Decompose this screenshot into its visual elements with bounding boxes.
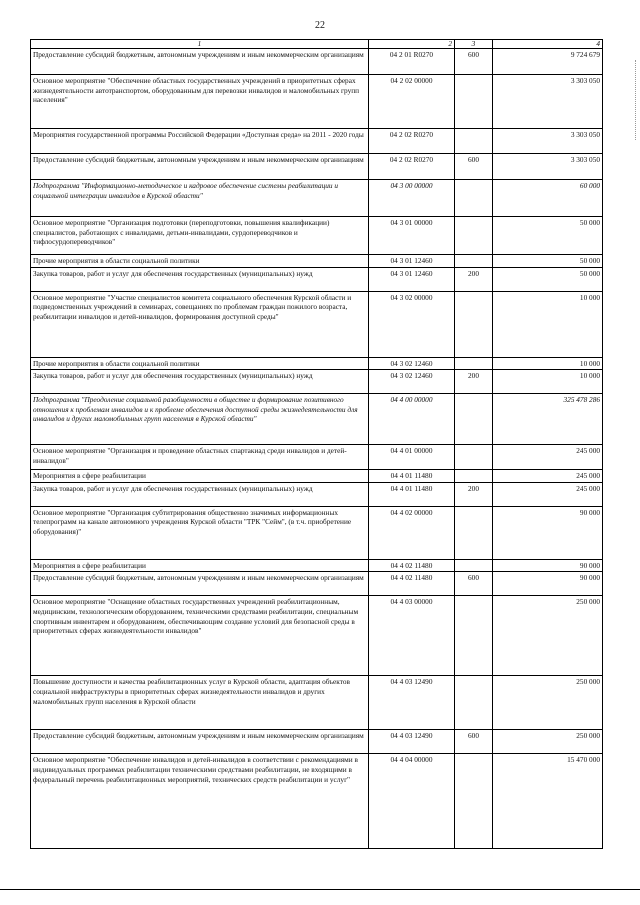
row-code-cell: 04 3 02 12460	[369, 370, 455, 394]
row-sum-cell: 10 000	[493, 291, 603, 357]
row-expense-type-cell	[455, 255, 493, 268]
row-code-cell: 04 4 03 12490	[369, 676, 455, 730]
table-body	[31, 49, 603, 849]
row-expense-type-cell	[455, 559, 493, 572]
row-expense-type-cell	[455, 596, 493, 676]
row-sum-cell: 3 303 050	[493, 129, 603, 154]
row-sum-cell: 90 000	[493, 559, 603, 572]
header-col-name: 1	[31, 40, 369, 49]
row-expense-type-cell	[455, 470, 493, 483]
row-name-cell: Повышение доступности и качества реабилитационных услуг в Курской области, адаптация объектов социальной инфраструктуры в приоритетных сферах жизнедеятельности инвалидов и других маломобильных групп населения в Курской области	[31, 676, 369, 730]
row-name-cell: Мероприятия в сфере реабилитации	[31, 470, 369, 483]
row-name-cell: Основное мероприятие "Организация субтитрирования общественно значимых информационных телепрограмм на канале автономного учреждения Курской области "ТРК "Сейм", (в т.ч. приобретение оборудования)"	[31, 506, 369, 559]
row-name-cell: Подпрограмма "Информационно-методическое и кадровое обеспечение системы реабилитации и социальной интеграции инвалидов в Курской области"	[31, 180, 369, 217]
row-code-cell: 04 3 02 00000	[369, 291, 455, 357]
row-name-cell: Закупка товаров, работ и услуг для обеспечения государственных (муниципальных) нужд	[31, 267, 369, 291]
row-sum-cell: 50 000	[493, 267, 603, 291]
table-row	[31, 154, 603, 180]
row-expense-type-cell	[455, 291, 493, 357]
row-expense-type-cell	[455, 676, 493, 730]
row-code-cell: 04 3 01 12460	[369, 267, 455, 291]
table-row	[31, 357, 603, 370]
row-code-cell: 04 3 00 00000	[369, 180, 455, 217]
row-sum-cell: 90 000	[493, 506, 603, 559]
table-row	[31, 49, 603, 75]
table-row	[31, 559, 603, 572]
row-code-cell: 04 4 01 00000	[369, 445, 455, 470]
row-name-cell: Предоставление субсидий бюджетным, автономным учреждениям и иным некоммерческим организациям	[31, 49, 369, 75]
table-row	[31, 370, 603, 394]
row-code-cell: 04 4 02 00000	[369, 506, 455, 559]
row-expense-type-cell	[455, 357, 493, 370]
row-code-cell: 04 4 04 00000	[369, 754, 455, 849]
row-name-cell: Основное мероприятие "Организация подготовки (переподготовки, повышения квалификации) специалистов, работающих с инвалидами, детьми-инвалидами, сурдопереводчиков и тифлосурдопереводчиков"	[31, 217, 369, 255]
row-name-cell: Закупка товаров, работ и услуг для обеспечения государственных (муниципальных) нужд	[31, 370, 369, 394]
row-expense-type-cell	[455, 129, 493, 154]
row-sum-cell: 325 478 286	[493, 394, 603, 445]
row-code-cell: 04 2 02 00000	[369, 75, 455, 129]
row-code-cell: 04 4 01 11480	[369, 482, 455, 506]
row-code-cell: 04 3 02 12460	[369, 357, 455, 370]
table-row	[31, 394, 603, 445]
table-row	[31, 572, 603, 596]
row-expense-type-cell	[455, 754, 493, 849]
table-row	[31, 676, 603, 730]
row-code-cell: 04 3 01 00000	[369, 217, 455, 255]
row-expense-type-cell	[455, 506, 493, 559]
row-expense-type-cell: 600	[455, 49, 493, 75]
row-name-cell: Подпрограмма "Преодоление социальной разобщенности в обществе и формирование позитивного отношения к проблемам инвалидов и к проблеме обеспечения доступной среды жизнедеятельности для инвалидов и других маломобильных групп населения в Курской области"	[31, 394, 369, 445]
row-sum-cell: 245 000	[493, 445, 603, 470]
row-name-cell: Предоставление субсидий бюджетным, автономным учреждениям и иным некоммерческим организациям	[31, 154, 369, 180]
row-name-cell: Основное мероприятие "Организация и проведение областных спартакиад среди инвалидов и детей-инвалидов"	[31, 445, 369, 470]
row-name-cell: Прочие мероприятия в области социальной политики	[31, 357, 369, 370]
table-row	[31, 754, 603, 849]
row-sum-cell: 250 000	[493, 676, 603, 730]
table-row	[31, 180, 603, 217]
row-code-cell: 04 2 02 R0270	[369, 154, 455, 180]
row-code-cell: 04 4 02 11480	[369, 572, 455, 596]
row-expense-type-cell	[455, 445, 493, 470]
row-sum-cell: 250 000	[493, 596, 603, 676]
row-code-cell: 04 4 00 00000	[369, 394, 455, 445]
row-sum-cell: 9 724 679	[493, 49, 603, 75]
row-name-cell: Прочие мероприятия в области социальной политики	[31, 255, 369, 268]
table-row	[31, 482, 603, 506]
budget-table	[30, 39, 603, 849]
row-sum-cell: 245 000	[493, 482, 603, 506]
row-name-cell: Закупка товаров, работ и услуг для обеспечения государственных (муниципальных) нужд	[31, 482, 369, 506]
row-expense-type-cell: 200	[455, 370, 493, 394]
row-code-cell: 04 4 03 12490	[369, 730, 455, 754]
table-row	[31, 75, 603, 129]
row-name-cell: Основное мероприятие "Участие специалистов комитета социального обеспечения Курской области и подведомственных учреждений в семинарах, совещаниях по проблемам граждан пожилого возраста, реабилитации инвалидов и детей-инвалидов, формирования доступной среды"	[31, 291, 369, 357]
row-sum-cell: 10 000	[493, 370, 603, 394]
row-sum-cell: 90 000	[493, 572, 603, 596]
row-expense-type-cell: 200	[455, 267, 493, 291]
table-row	[31, 129, 603, 154]
page-number: 22	[315, 20, 325, 31]
row-name-cell: Основное мероприятие "Обеспечение инвалидов и детей-инвалидов в соответствии с рекомендациями в индивидуальных программах реабилитации техническими средствами реабилитации, не входящими в федеральный перечень реабилитационных мероприятий, технических средств реабилитации и услуг"	[31, 754, 369, 849]
row-expense-type-cell: 600	[455, 730, 493, 754]
row-expense-type-cell: 200	[455, 482, 493, 506]
row-name-cell: Основное мероприятие "Оснащение областных государственных учреждений реабилитационным, медицинским, технологическим оборудованием, техническими средствами реабилитации, специальным спортивным инвентарем и оборудованием, обеспечивающим создание условий для безопасной среды в приоритетных сферах жизнедеятельности инвалидов"	[31, 596, 369, 676]
row-name-cell: Мероприятия государственной программы Российской Федерации «Доступная среда» на 2011 - 2020 годы	[31, 129, 369, 154]
page-bottom-rule	[0, 889, 640, 890]
table-row	[31, 217, 603, 255]
row-sum-cell: 50 000	[493, 255, 603, 268]
table-row	[31, 470, 603, 483]
row-name-cell: Мероприятия в сфере реабилитации	[31, 559, 369, 572]
row-code-cell: 04 4 02 11480	[369, 559, 455, 572]
row-expense-type-cell	[455, 394, 493, 445]
row-sum-cell: 50 000	[493, 217, 603, 255]
row-name-cell: Основное мероприятие "Обеспечение областных государственных учреждений в приоритетных сферах жизнедеятельности автотранспортом, оборудованным для перевозки инвалидов и маломобильных групп населения"	[31, 75, 369, 129]
table-row	[31, 596, 603, 676]
row-sum-cell: 15 470 000	[493, 754, 603, 849]
row-name-cell: Предоставление субсидий бюджетным, автономным учреждениям и иным некоммерческим организациям	[31, 730, 369, 754]
row-code-cell: 04 2 01 R0270	[369, 49, 455, 75]
table-row	[31, 506, 603, 559]
row-expense-type-cell: 600	[455, 572, 493, 596]
table-row	[31, 730, 603, 754]
header-col-sum: 4	[493, 40, 603, 49]
table-row	[31, 267, 603, 291]
header-col-code: 2	[369, 40, 455, 49]
table-header-row	[31, 40, 603, 49]
row-sum-cell: 10 000	[493, 357, 603, 370]
row-code-cell: 04 4 03 00000	[369, 596, 455, 676]
row-expense-type-cell	[455, 180, 493, 217]
row-sum-cell: 3 303 050	[493, 154, 603, 180]
row-sum-cell: 245 000	[493, 470, 603, 483]
row-expense-type-cell	[455, 75, 493, 129]
row-expense-type-cell: 600	[455, 154, 493, 180]
row-code-cell: 04 3 01 12460	[369, 255, 455, 268]
row-code-cell: 04 4 01 11480	[369, 470, 455, 483]
row-expense-type-cell	[455, 217, 493, 255]
margin-mark	[634, 60, 636, 140]
table-row	[31, 291, 603, 357]
row-sum-cell: 3 303 050	[493, 75, 603, 129]
row-name-cell: Предоставление субсидий бюджетным, автономным учреждениям и иным некоммерческим организациям	[31, 572, 369, 596]
table-row	[31, 255, 603, 268]
header-col-expense-type: 3	[455, 40, 493, 49]
table-row	[31, 445, 603, 470]
row-sum-cell: 250 000	[493, 730, 603, 754]
row-sum-cell: 60 000	[493, 180, 603, 217]
row-code-cell: 04 2 02 R0270	[369, 129, 455, 154]
